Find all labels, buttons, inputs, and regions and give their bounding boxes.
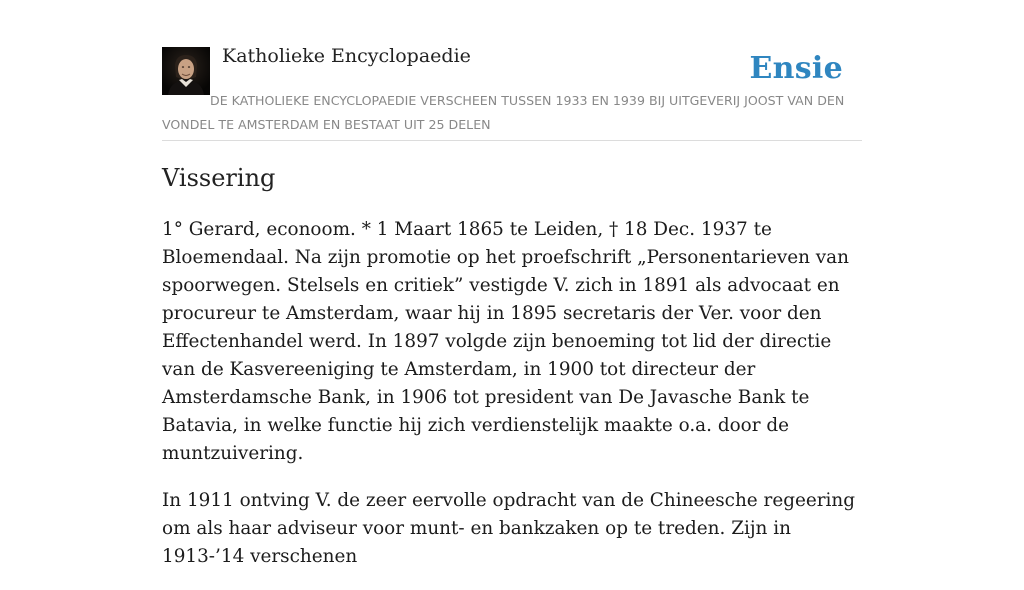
site-title[interactable]: Katholieke Encyclopaedie	[222, 45, 471, 67]
site-header	[162, 0, 862, 141]
portrait-avatar-icon	[162, 47, 210, 95]
page	[162, 0, 862, 567]
article-paragraph: 1° Gerard, econoom. * 1 Maart 1865 te Leiden, † 18 Dec. 1937 te Bloemendaal. Na zijn promotie op het proefschrift „Personentarieven van spoorwegen. Stelsels en critiek” vestigde V. zich in 1891 als advocaat en procureur te Amsterdam, waar hij in 1895 secretaris der Ver. voor den Effectenhandel werd. In 1897 volgde zijn benoeming tot lid der directie van de Kasvereeniging te Amsterdam, in 1900 tot directeur der Amsterdamsche Bank, in 1906 tot president van De Javasche Bank te Batavia, in welke functie hij zich verdienstelijk maakte o.a. door de muntzuivering.	[162, 219, 849, 464]
article-body	[162, 216, 862, 590]
avatar[interactable]	[162, 47, 210, 95]
site-tagline: DE KATHOLIEKE ENCYCLOPAEDIE VERSCHEEN TUSSEN 1933 EN 1939 BIJ UITGEVERIJ JOOST VAN DEN VONDEL TE AMSTERDAM EN BESTAAT UIT 25 DELEN	[162, 93, 845, 132]
article-paragraph: In 1911 ontving V. de zeer eervolle opdracht van de Chineesche regeering om als haar adviseur voor munt- en bankzaken op te treden. Zijn in 1913-’14 verschenen	[162, 490, 856, 567]
ensie-logo[interactable]: Ensie	[749, 51, 843, 86]
article-title: Vissering	[162, 164, 276, 192]
